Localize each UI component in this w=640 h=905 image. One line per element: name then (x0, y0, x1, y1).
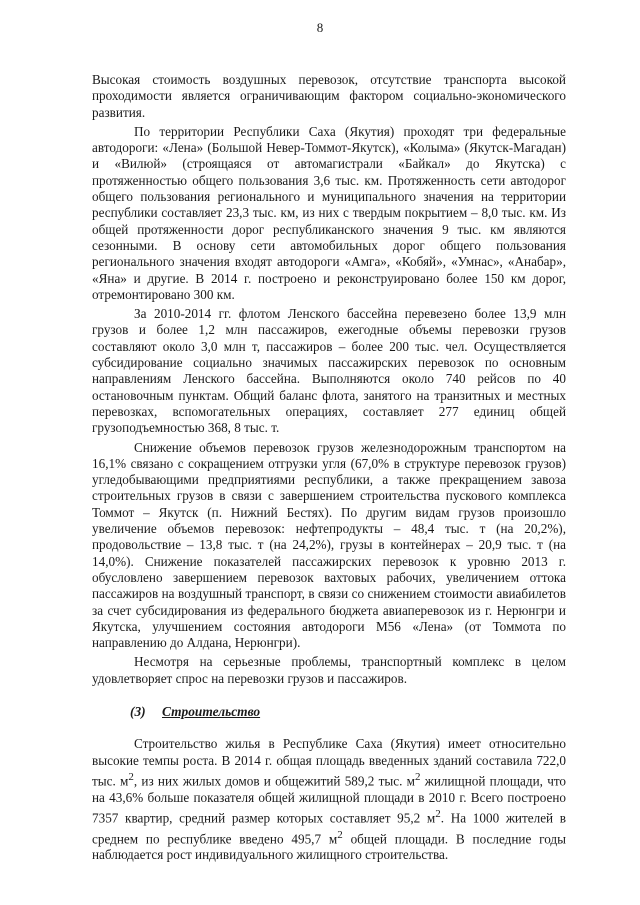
construction-text-2: , из них жилых домов и общежитий 589,2 тыс. м (133, 773, 415, 789)
construction-text-3: жилищной площади, что на 43,6% больше показателя общей жилищной площади в 2010 г. Всего построено 7357 квартир, средний размер которых составляет 95,2 м (92, 773, 567, 826)
construction-text-5: общей площади. В последние годы наблюдается рост индивидуального жилищного строительства. (92, 830, 567, 863)
construction-text-4: . На 1000 жителей в среднем по республике введено 495,7 м (92, 810, 566, 846)
construction-text-1: Строительство жилья в Республике Саха (Якутия) имеет относительно высокие темпы роста. В 2014 г. общая площадь введенных зданий составила 722,0 тыс. м (92, 736, 566, 789)
superscript-2: 2 (128, 770, 134, 783)
section-number: (3) (130, 703, 146, 719)
paragraph-construction (92, 736, 566, 863)
superscript-2: 2 (337, 828, 343, 841)
paragraph-roads: По территории Республики Саха (Якутия) проходят три федеральные автодороги: «Лена» (Большой Невер-Томмот-Якутск), «Колыма» (Якутск-Магадан) и «Вилюй» (строящаяся от автомагистрали «Байкал» до Якутска) с протяженностью общего пользования 3,6 тыс. км. Протяженность сети автодорог общего пользования регионального и муниципального значения на территории республики составляет 23,3 тыс. км, из них с твердым покрытием – 8,0 тыс. км. Из общей протяженности дорог республиканского значения 9 тыс. км являются сезонными. В основу сети автомобильных дорог общего пользования регионального значения входят автодороги «Амга», «Кобяй», «Умнас», «Анабар», «Яна» и другие. В 2014 г. построено и реконструировано более 150 км дорог, отремонтировано 300 км. (92, 123, 566, 302)
paragraph-transport-summary: Несмотря на серьезные проблемы, транспортный комплекс в целом удовлетворяет спрос на перевозки грузов и пассажиров. (92, 654, 566, 686)
paragraph-railway: Снижение объемов перевозок грузов железнодорожным транспортом на 16,1% связано с сокращением отгрузки угля (67,0% в структуре перевозок грузов) угледобывающими предприятиями республики, а также прекращением завоза строительных грузов в связи с завершением строительства пускового комплекса Томмот – Якутск (п. Нижний Бестях). По другим видам грузов произошло увеличение объемов перевозок: нефтепродукты – 48,4 тыс. т (на 20,2%), продовольствие – 13,8 тыс. т (на 24,2%), грузы в контейнерах – 20,9 тыс. т (на 14,0%). Снижение показателей пассажирских перевозок к уровню 2013 г. обусловлено завершением перевозок вахтовых рабочих, увеличением оттока пассажиров на воздушный транспорт, в связи со снижением стоимости авиабилетов за счет субсидирования из федерального бюджета авиаперевозок из г. Нерюнгри и Якутска, улучшением состояния автодороги М56 «Лена» (от Томмота по направлению до Алдана, Нерюнгри). (92, 439, 566, 651)
paragraph-air-transport: Высокая стоимость воздушных перевозок, отсутствие транспорта высокой проходимости является ограничивающим фактором социально-экономического развития. (92, 72, 566, 120)
superscript-2: 2 (435, 807, 441, 820)
page-number: 8 (316, 20, 324, 35)
superscript-2: 2 (414, 770, 421, 783)
paragraph-river-fleet: За 2010-2014 гг. флотом Ленского бассейна перевезено более 13,9 млн грузов и более 1,2 млн пассажиров, ежегодные объемы перевозки грузов составляют около 3,0 млн т, пассажиров – более 200 тыс. чел. Осуществляется субсидирование социально значимых пассажирских перевозок по основным направлениям Ленского бассейна. Выполняются около 740 рейсов по 40 остановочным пунктам. Общий баланс флота, занятого на транзитных и местных перевозках, вспомогательных операциях, составляет 277 единиц общей грузоподъемностью 368, 8 тыс. т. (92, 306, 566, 436)
page-content (92, 72, 566, 867)
section-heading (92, 704, 566, 720)
section-title: Строительство (162, 703, 261, 719)
